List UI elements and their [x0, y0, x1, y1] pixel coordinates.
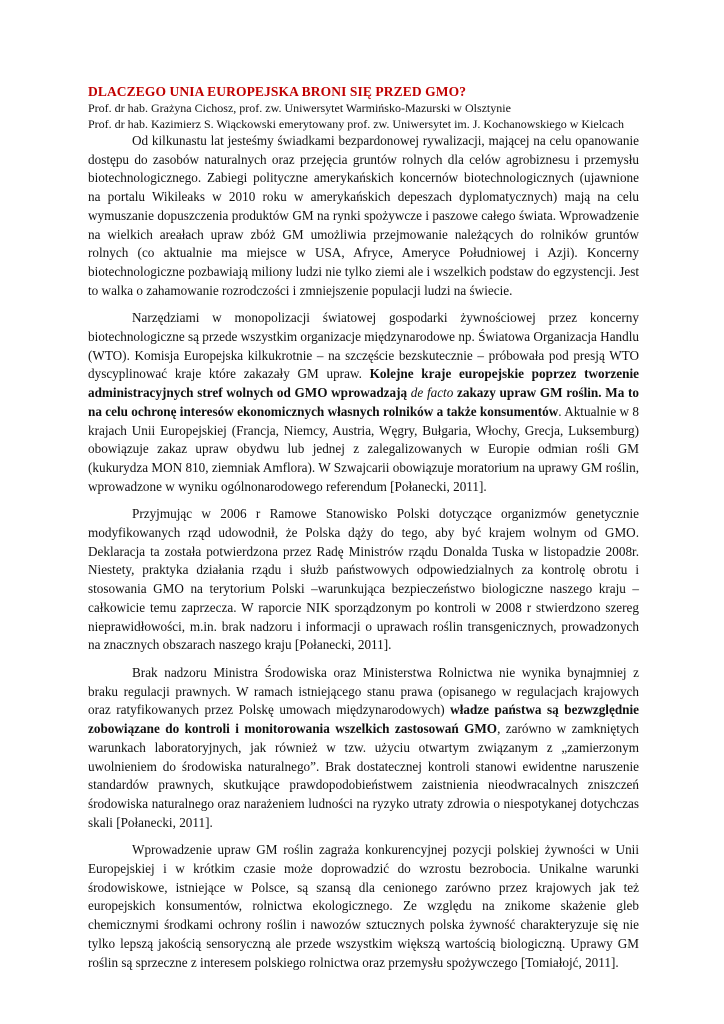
paragraph	[88, 132, 639, 300]
text-run: zakazy upraw GM roślin. Ma to na celu ochronę interesów ekonomicznych własnych rolników a także konsumentów	[88, 385, 639, 419]
text-run: Kolejne kraje europejskie poprzez tworzenie administracyjnych stref wolnych od GMO wprowadzają	[88, 366, 639, 401]
document-title: DLACZEGO UNIA EUROPEJSKA BRONI SIĘ PRZED GMO?	[88, 84, 467, 99]
body-text	[88, 132, 639, 972]
paragraph	[88, 309, 639, 496]
paragraph	[88, 505, 639, 655]
text-run: , zarówno w zamkniętych warunkach laboratoryjnych, jak również w tzw. użyciu otwartym związanym z „zamierzonym uwolnieniem do środowiska naturalnego”. Brak dostatecznej kontroli stanowi ewidentne naruszenie standardów prawnych, skutkujące prawdopodobieństwem zaistnienia nieodwracalnych zniszczeń środowiska naturalnego oraz narażeniem ludności na ryzyko utraty zdrowia o niespotykanej dotychczas skali [Połanecki, 2011].	[88, 721, 639, 830]
author-line-2: Prof. dr hab. Kazimierz S. Wiąckowski emerytowany prof. zw. Uniwersytet im. J. Kochanowskiego w Kielcach	[88, 117, 625, 131]
text-run: . Aktualnie w 8 krajach Unii Europejskiej (Francja, Niemcy, Austria, Węgry, Bułgaria, Włochy, Grecja, Luksemburg) obowiązuje zakaz upraw obydwu lub jednej z zalegalizowanych w Europie odmian rośli GM (kukurydza MON 810, ziemniak Amflora). W Szwajcarii obowiązuje moratorium na uprawy GM roślin, wprowadzone w wyniku ogólnonarodowego referendum [Połanecki, 2011].	[88, 403, 639, 494]
document-page	[88, 84, 639, 981]
text-run: de facto	[410, 385, 454, 401]
text-run: Wprowadzenie upraw GM roślin zagraża konkurencyjnej pozycji polskiej żywności w Unii Europejskiej i w krótkim czasie może doprowadzić do wzrostu bezrobocia. Unikalne warunki środowiskowe, istniejące w Polsce, są szansą dla cenionego zarówno przez krajowych jak też europejskich konsumentów, rolnictwa ekologicznego. Ze względu na znikome skażenie gleb chemicznymi środkami ochrony roślin i nawozów sztucznych polska żywność charakteryzuje się nie tylko lepszą jakością sensoryczną ale przede wszystkim większą wartością biologiczną. Uprawy GM roślin są sprzeczne z interesem polskiego rolnictwa oraz przemysłu spożywczego [Tomiałojć, 2011].	[88, 842, 639, 970]
text-run: Od kilkunastu lat jesteśmy świadkami bezpardonowej rywalizacji, mającej na celu opanowanie dostępu do zasobów naturalnych oraz przejęcia gruntów rolnych dla celów agrobiznesu i przemysłu biotechnologicznego. Zabiegi polityczne amerykańskich koncernów biotechnologicznych (ujawnione na portalu Wikileaks w 2010 roku w amerykańskich depeszach dyplomatycznych) mają na celu wymuszanie dopuszczenia produktów GM na rynki spożywcze i paszowe całego świata. Wprowadzenie na wielkich areałach upraw zbóż GM umożliwia przejmowanie należących do rolników gruntów rolnych (co aktualnie ma miejsce w USA, Afryce, Ameryce Południowej i Azji). Koncerny biotechnologiczne pozbawiają miliony ludzi nie tylko ziemi ale i wszelkich podstaw do egzystencji. Jest to walka o zahamowanie rozrodczości i zmniejszenie populacji ludzi na świecie.	[88, 133, 639, 298]
author-line-1: Prof. dr hab. Grażyna Cichosz, prof. zw. Uniwersytet Warmińsko-Mazurski w Olsztynie	[88, 101, 511, 115]
paragraph	[88, 664, 639, 832]
text-run: władze państwa są bezwzględnie zobowiązane do kontroli i monitorowania wszelkich zastosowań GMO	[88, 702, 640, 737]
text-run: Brak nadzoru Ministra Środowiska oraz Ministerstwa Rolnictwa nie wynika bynajmniej z braku regulacji prawnych. W ramach istniejącego stanu prawa (opisanego w regulacjach krajowych oraz ratyfikowanych przez Polskę umowach międzynarodowych)	[88, 664, 639, 718]
text-run: Narzędziami w monopolizacji światowej gospodarki żywnościowej przez koncerny biotechnologiczne są przede wszystkim organizacje międzynarodowe np. Światowa Organizacja Handlu (WTO). Komisja Europejska kilkukrotnie – na szczęście bezskutecznie – próbowała pod presją WTO dyscyplinować kraje które zakazały GM upraw.	[88, 310, 639, 382]
paragraph	[88, 841, 639, 972]
text-run: Przyjmując w 2006 r Ramowe Stanowisko Polski dotyczące organizmów genetycznie modyfikowanych rząd udowodnił, że Polska dąży do tego, aby być krajem wolnym od GMO. Deklaracja ta została potwierdzona przez Radę Ministrów rządu Donalda Tuska w listopadzie 2008r. Niestety, praktyka działania rządu i służb państwowych odpowiedzialnych za kontrolę obrotu i stosowania GMO na terytorium Polski –warunkująca bezpieczeństwo biologiczne naszego kraju – całkowicie temu zaprzecza. W raporcie NIK sporządzonym po kontroli w 2008 r stwierdzono szereg nieprawidłowości, m.in. brak nadzoru i informacji o uprawach roślin transgenicznych, prowadzonych na znacznych obszarach naszego kraju [Połanecki, 2011].	[88, 506, 639, 653]
